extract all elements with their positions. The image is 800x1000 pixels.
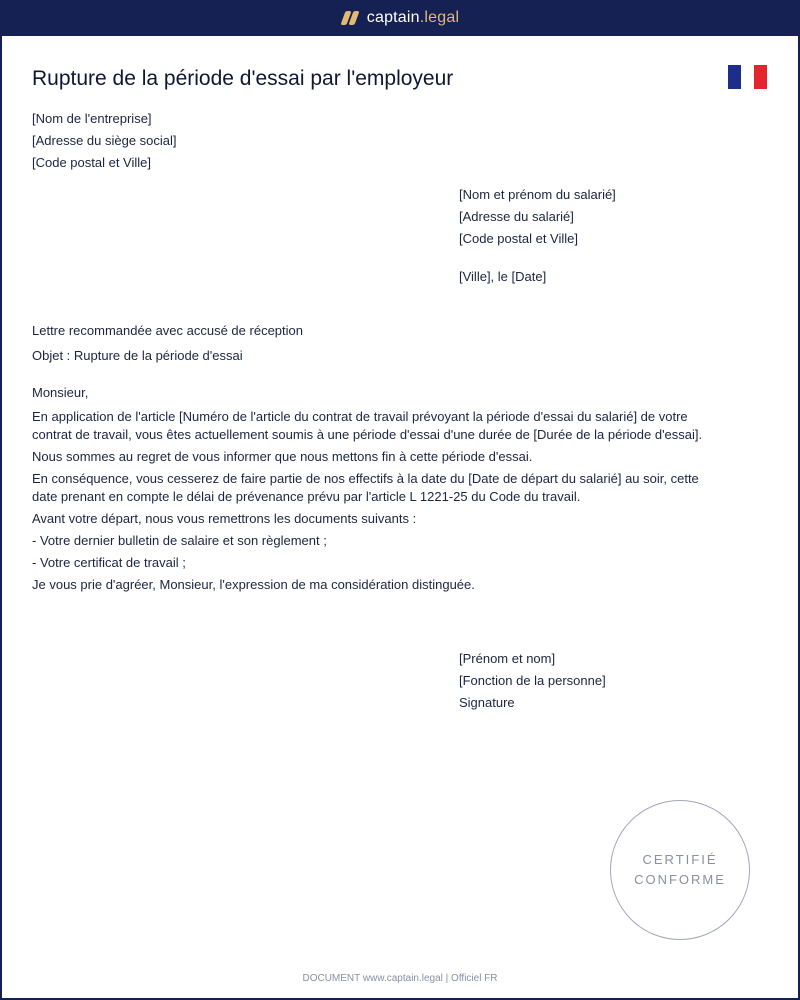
closing-paragraph: Je vous prie d'agréer, Monsieur, l'expression de ma considération distinguée.: [32, 577, 475, 592]
document-page: [2, 36, 798, 998]
document-title: Rupture de la période d'essai par l'employeur: [32, 67, 454, 90]
sender-city: [Code postal et Ville]: [32, 155, 151, 170]
flag-stripe-blue: [728, 65, 741, 89]
paragraph: Nous sommes au regret de vous informer que nous mettons fin à cette période d'essai.: [32, 449, 533, 464]
recipient-address: [459, 184, 616, 250]
signer-name: [Prénom et nom]: [459, 651, 556, 666]
paragraph: En conséquence, vous cesserez de faire partie de nos effectifs à la date du [Date de départ du salarié] au soir, cette date prenant en compte le délai de prévenance prévu par l'article L 1221-25 du Code du travail.: [32, 471, 699, 504]
letter-body: [32, 384, 722, 598]
stamp-line-1: CERTIFIÉ: [642, 852, 718, 867]
sender-address: [32, 108, 177, 174]
sender-street: [Adresse du siège social]: [32, 133, 177, 148]
french-flag-icon: [728, 65, 767, 89]
registered-mail-line: Lettre recommandée avec accusé de réception: [32, 323, 303, 338]
page-footer: DOCUMENT www.captain.legal | Officiel FR: [302, 973, 498, 984]
brand[interactable]: [341, 9, 459, 27]
sender-company: [Nom de l'entreprise]: [32, 111, 152, 126]
salutation: Monsieur,: [32, 385, 89, 400]
list-item: - Votre dernier bulletin de salaire et son règlement ;: [32, 533, 327, 548]
subject-line: Objet : Rupture de la période d'essai: [32, 348, 243, 363]
list-item: - Votre certificat de travail ;: [32, 555, 186, 570]
date-line: [Ville], le [Date]: [459, 269, 547, 284]
paragraph: Avant votre départ, nous vous remettrons les documents suivants :: [32, 511, 417, 526]
recipient-name: [Nom et prénom du salarié]: [459, 187, 616, 202]
certified-stamp: [610, 800, 750, 940]
flag-stripe-red: [754, 65, 767, 89]
captain-logo-icon: [341, 10, 359, 26]
flag-stripe-white: [741, 65, 754, 89]
recipient-street: [Adresse du salarié]: [459, 209, 574, 224]
brand-name: captain.legal: [366, 9, 460, 26]
signer-role: [Fonction de la personne]: [459, 673, 606, 688]
stamp-line-2: CONFORME: [634, 872, 726, 887]
recipient-city: [Code postal et Ville]: [459, 231, 578, 246]
top-bar: [0, 0, 800, 36]
signature-block: [459, 648, 606, 714]
signature-label: Signature: [459, 695, 515, 710]
paragraph: En application de l'article [Numéro de l'article du contrat de travail prévoyant la période d'essai du salarié] de votre contrat de travail, vous êtes actuellement soumis à une période d'essai d'une durée de [Durée de la période d'essai].: [32, 409, 703, 442]
